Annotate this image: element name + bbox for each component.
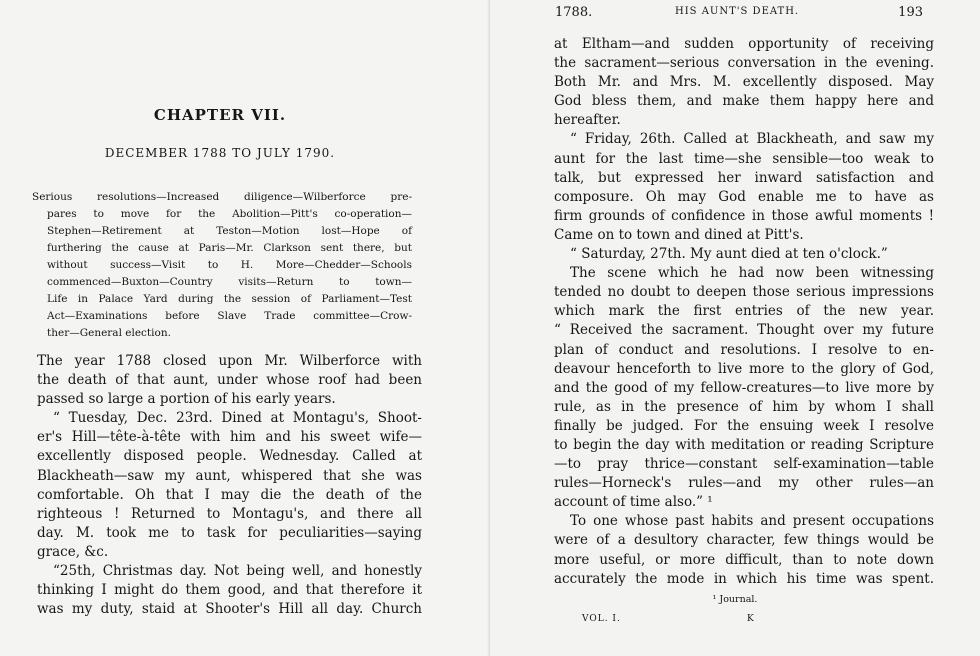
synopsis-line: commenced—Buxton—Country visits—Return to town— bbox=[47, 276, 412, 288]
text-line: comfortable. Oh that I may die the death of the bbox=[37, 486, 422, 503]
synopsis-line: without success—Visit to H. More—Chedder—Schools bbox=[47, 259, 412, 271]
text-line: and the good of my fellow-creatures—to live more by bbox=[554, 379, 934, 396]
text-line: the sacrament—serious conversation in the evening. bbox=[554, 55, 934, 72]
synopsis-line: pares to move for the Abolition—Pitt's co-operation— bbox=[47, 208, 412, 220]
chapter-title: CHAPTER VII. bbox=[153, 106, 287, 124]
text-line: rules—Horneck's rules—and my other rules—an bbox=[554, 475, 934, 492]
chapter-dates: DECEMBER 1788 TO JULY 1790. bbox=[104, 146, 336, 160]
text-line: deavour henceforth to live more to the glory of God, bbox=[554, 360, 934, 377]
text-line: —to pray thrice—constant self-examination—table bbox=[554, 456, 934, 473]
text-line: Came on to town and dined at Pitt's. bbox=[554, 226, 804, 243]
running-head-title: HIS AUNT'S DEATH. bbox=[675, 6, 800, 17]
text-line: excellently disposed people. Wednesday. Called at bbox=[37, 448, 422, 465]
text-line: To one whose past habits and present occupations bbox=[570, 513, 934, 530]
running-head-year: 1788. bbox=[555, 5, 593, 20]
right-page-body bbox=[554, 35, 934, 589]
footnote: ¹ Journal. bbox=[712, 594, 758, 605]
text-line: The scene which he had now been witnessing bbox=[570, 265, 934, 282]
text-line: were of a desultory character, few things would be bbox=[554, 532, 934, 549]
running-head bbox=[555, 5, 923, 21]
right-page bbox=[490, 0, 980, 656]
text-line: rule, as in the presence of him by whom I shall bbox=[554, 398, 934, 415]
chapter-synopsis bbox=[32, 189, 412, 342]
synopsis-line: ther—General election. bbox=[47, 327, 171, 339]
text-line: firm grounds of confidence in those awful moments ! bbox=[554, 207, 934, 224]
left-page-body bbox=[37, 352, 422, 619]
text-line: “25th, Christmas day. Not being well, and honestly bbox=[53, 563, 422, 580]
text-line: composure. Oh may God enable me to have as bbox=[554, 188, 934, 205]
text-line: “ Friday, 26th. Called at Blackheath, and saw my bbox=[570, 131, 934, 148]
synopsis-line: Act—Examinations before Slave Trade committee—Crow- bbox=[47, 310, 412, 322]
text-line: at Eltham—and sudden opportunity of receiving bbox=[554, 36, 934, 52]
text-line: “ Saturday, 27th. My aunt died at ten o'clock.” bbox=[570, 246, 888, 263]
text-line: Both Mr. and Mrs. M. excellently disposed. May bbox=[554, 74, 934, 91]
synopsis-line: furthering the cause at Paris—Mr. Clarkson sent there, but bbox=[47, 242, 412, 254]
text-line: righteous ! Returned to Montagu's, and there all bbox=[37, 505, 422, 522]
text-line: accurately the mode in which his time was spent. bbox=[554, 570, 934, 587]
text-line: God bless them, and make them happy here and bbox=[554, 93, 934, 110]
text-line: grace, &c. bbox=[37, 543, 109, 560]
text-line: plan of conduct and resolutions. I resolve to en- bbox=[554, 341, 934, 358]
text-line: er's Hill—tête-à-tête with him and his sweet wife— bbox=[37, 429, 422, 446]
text-line: to begin the day with meditation or reading Scripture bbox=[554, 436, 934, 453]
text-line: Blackheath—saw my aunt, whispered that she was bbox=[37, 467, 422, 484]
text-line: tended no doubt to deepen those serious impressions bbox=[554, 284, 934, 301]
text-line: hereafter. bbox=[554, 112, 621, 129]
text-line: finally be judged. For the ensuing week I resolve bbox=[554, 417, 934, 434]
text-line: more useful, or more difficult, than to note down bbox=[554, 551, 934, 568]
text-line: aunt for the last time—she sensible—too weak to bbox=[554, 150, 934, 167]
text-line: day. M. took me to task for peculiarities—saying bbox=[37, 524, 422, 541]
text-line: The year 1788 closed upon Mr. Wilberforce with bbox=[37, 353, 422, 369]
synopsis-line: Serious resolutions—Increased diligence—Wilberforce pre- bbox=[32, 191, 412, 203]
signature-mark: K bbox=[747, 614, 754, 624]
text-line: “ Tuesday, Dec. 23rd. Dined at Montagu's, Shoot- bbox=[53, 410, 422, 427]
synopsis-line: Stephen—Retirement at Teston—Motion lost—Hope of bbox=[47, 225, 412, 237]
text-line: which mark the first entries of the new year. bbox=[554, 303, 934, 320]
signature-label: VOL. I. bbox=[582, 614, 621, 624]
text-line: was my duty, staid at Shooter's Hill all day. Church bbox=[37, 601, 422, 618]
page-number: 193 bbox=[898, 5, 923, 20]
text-line: passed so large a portion of his early years. bbox=[37, 391, 336, 408]
text-line: account of time also.” ¹ bbox=[554, 494, 713, 511]
text-line: talk, but expressed her inward satisfaction and bbox=[554, 169, 934, 186]
text-line: “ Received the sacrament. Thought over my future bbox=[554, 322, 934, 339]
synopsis-line: Life in Palace Yard during the session of Parliament—Test bbox=[47, 293, 412, 305]
text-line: the death of that aunt, under whose roof had been bbox=[37, 372, 422, 389]
text-line: thinking I might do them good, and that therefore it bbox=[37, 582, 422, 599]
